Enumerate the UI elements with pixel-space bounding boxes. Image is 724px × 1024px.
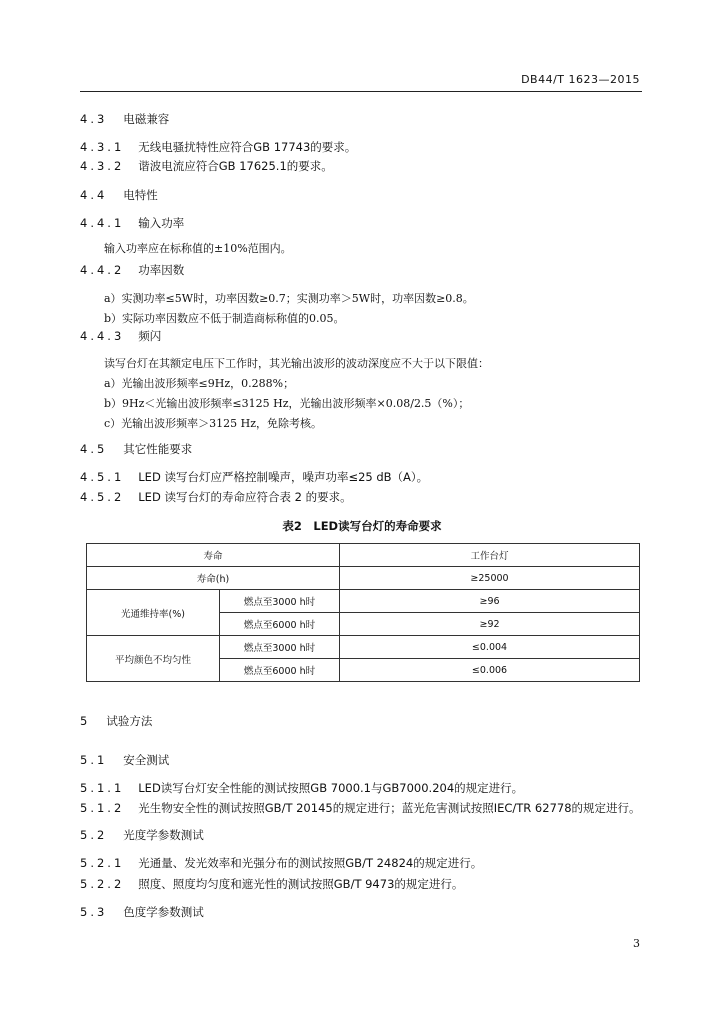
cell-group-label: 平均颜色不均匀性 [87,636,220,682]
section-heading [80,187,158,203]
section-heading [80,158,333,174]
section-heading [80,780,523,796]
section-number: 5.2.2 [80,877,125,891]
section-number: 5.2.1 [80,856,125,870]
cell-lifetime-label: 寿命(h) [87,567,340,590]
block-text: 电特性 [123,188,158,202]
header-rule [80,91,642,92]
section-number: 4.3.1 [80,140,125,154]
paragraph [104,415,322,431]
block-text: 光生物安全性的测试按照GB/T 20145的规定进行；蓝光危害测试按照IEC/TR 62778的规定进行。 [138,801,641,815]
section-number: 4.5 [80,442,108,456]
cell-group-label: 光通维持率(%) [87,590,220,636]
block-text: 光通量、发光效率和光强分布的测试按照GB/T 24824的规定进行。 [138,856,483,870]
cell-value: ≤0.006 [340,659,640,682]
block-text: 安全测试 [123,753,170,767]
paragraph [104,310,345,326]
table-header-row [87,544,640,567]
cell-lifetime-value: ≥25000 [340,567,640,590]
block-text: b）实际功率因数应不低于制造商标称值的0.05。 [104,312,345,325]
paragraph [104,395,469,411]
table-row [87,636,640,659]
section-heading [80,752,169,768]
table-row-lifetime [87,567,640,590]
block-text: LED 读写台灯应严格控制噪声，噪声功率≤25 dB（A）。 [138,470,429,484]
paragraph [104,355,489,371]
section-heading [80,262,184,278]
block-text: a）实测功率≤5W时，功率因数≥0.7；实测功率＞5W时，功率因数≥0.8。 [104,292,474,305]
section-number: 4.3.2 [80,159,125,173]
section-heading [80,441,192,457]
section-heading [80,855,482,871]
header-lifetime: 寿命 [87,544,340,567]
cell-value: ≥96 [340,590,640,613]
section-number: 5.1.2 [80,801,125,815]
block-text: 电磁兼容 [123,112,170,126]
block-text: 读写台灯在其额定电压下工作时，其光输出波形的波动深度应不大于以下限值： [104,357,489,370]
block-text: 谐波电流应符合GB 17625.1的要求。 [138,159,333,173]
section-heading [80,827,204,843]
block-text: b）9Hz＜光输出波形频率≤3125 Hz，光输出波形频率×0.08/2.5（%）； [104,397,470,410]
cell-condition: 燃点至6000 h时 [220,659,340,682]
block-text: 输入功率 [138,216,185,230]
cell-value: ≥92 [340,613,640,636]
section-number: 5.1.1 [80,781,125,795]
section-number: 4.3 [80,112,108,126]
block-text: 光度学参数测试 [123,828,204,842]
paragraph [104,240,292,256]
block-text: a）光输出波形频率≤9Hz，0.288%； [104,377,295,390]
block-text: 频闪 [138,329,162,343]
block-text: 功率因数 [138,263,185,277]
document-code-header: DB44/T 1623—2015 [521,73,640,86]
section-number: 4.4.3 [80,329,125,343]
section-number: 5 [80,714,91,728]
block-text: c）光输出波形频率＞3125 Hz，免除考核。 [104,417,323,430]
section-number: 4.4.1 [80,216,125,230]
block-text: 输入功率应在标称值的±10%范围内。 [104,242,292,255]
section-heading [80,328,161,344]
table-caption: 表2 LED读写台灯的寿命要求 [282,519,442,533]
section-number: 5.2 [80,828,108,842]
header-work-lamp: 工作台灯 [340,544,640,567]
section-heading [80,215,184,231]
block-text: 无线电骚扰特性应符合GB 17743的要求。 [138,140,357,154]
block-text: 试验方法 [106,714,153,728]
lifetime-requirements-table [86,543,640,682]
paragraph [104,290,474,306]
section-heading [80,139,356,155]
block-text: 色度学参数测试 [123,905,204,919]
section-number: 5.3 [80,905,108,919]
page-number: 3 [633,937,640,950]
block-text: 其它性能要求 [123,442,193,456]
section-heading [80,800,641,816]
block-text: LED读写台灯安全性能的测试按照GB 7000.1与GB7000.204的规定进行。 [138,781,524,795]
cell-condition: 燃点至6000 h时 [220,613,340,636]
block-text: LED 读写台灯的寿命应符合表 2 的要求。 [138,490,352,504]
section-heading [80,876,463,892]
section-number: 4.4.2 [80,263,125,277]
block-text: 照度、照度均匀度和遮光性的测试按照GB/T 9473的规定进行。 [138,877,464,891]
cell-value: ≤0.004 [340,636,640,659]
section-heading [80,713,152,729]
section-number: 4.5.2 [80,490,125,504]
section-heading [80,111,169,127]
section-number: 4.5.1 [80,470,125,484]
section-heading [80,469,428,485]
table-row [87,590,640,613]
cell-condition: 燃点至3000 h时 [220,636,340,659]
section-heading [80,489,352,505]
section-heading [80,904,204,920]
section-number: 5.1 [80,753,108,767]
section-number: 4.4 [80,188,108,202]
paragraph [104,375,294,391]
cell-condition: 燃点至3000 h时 [220,590,340,613]
